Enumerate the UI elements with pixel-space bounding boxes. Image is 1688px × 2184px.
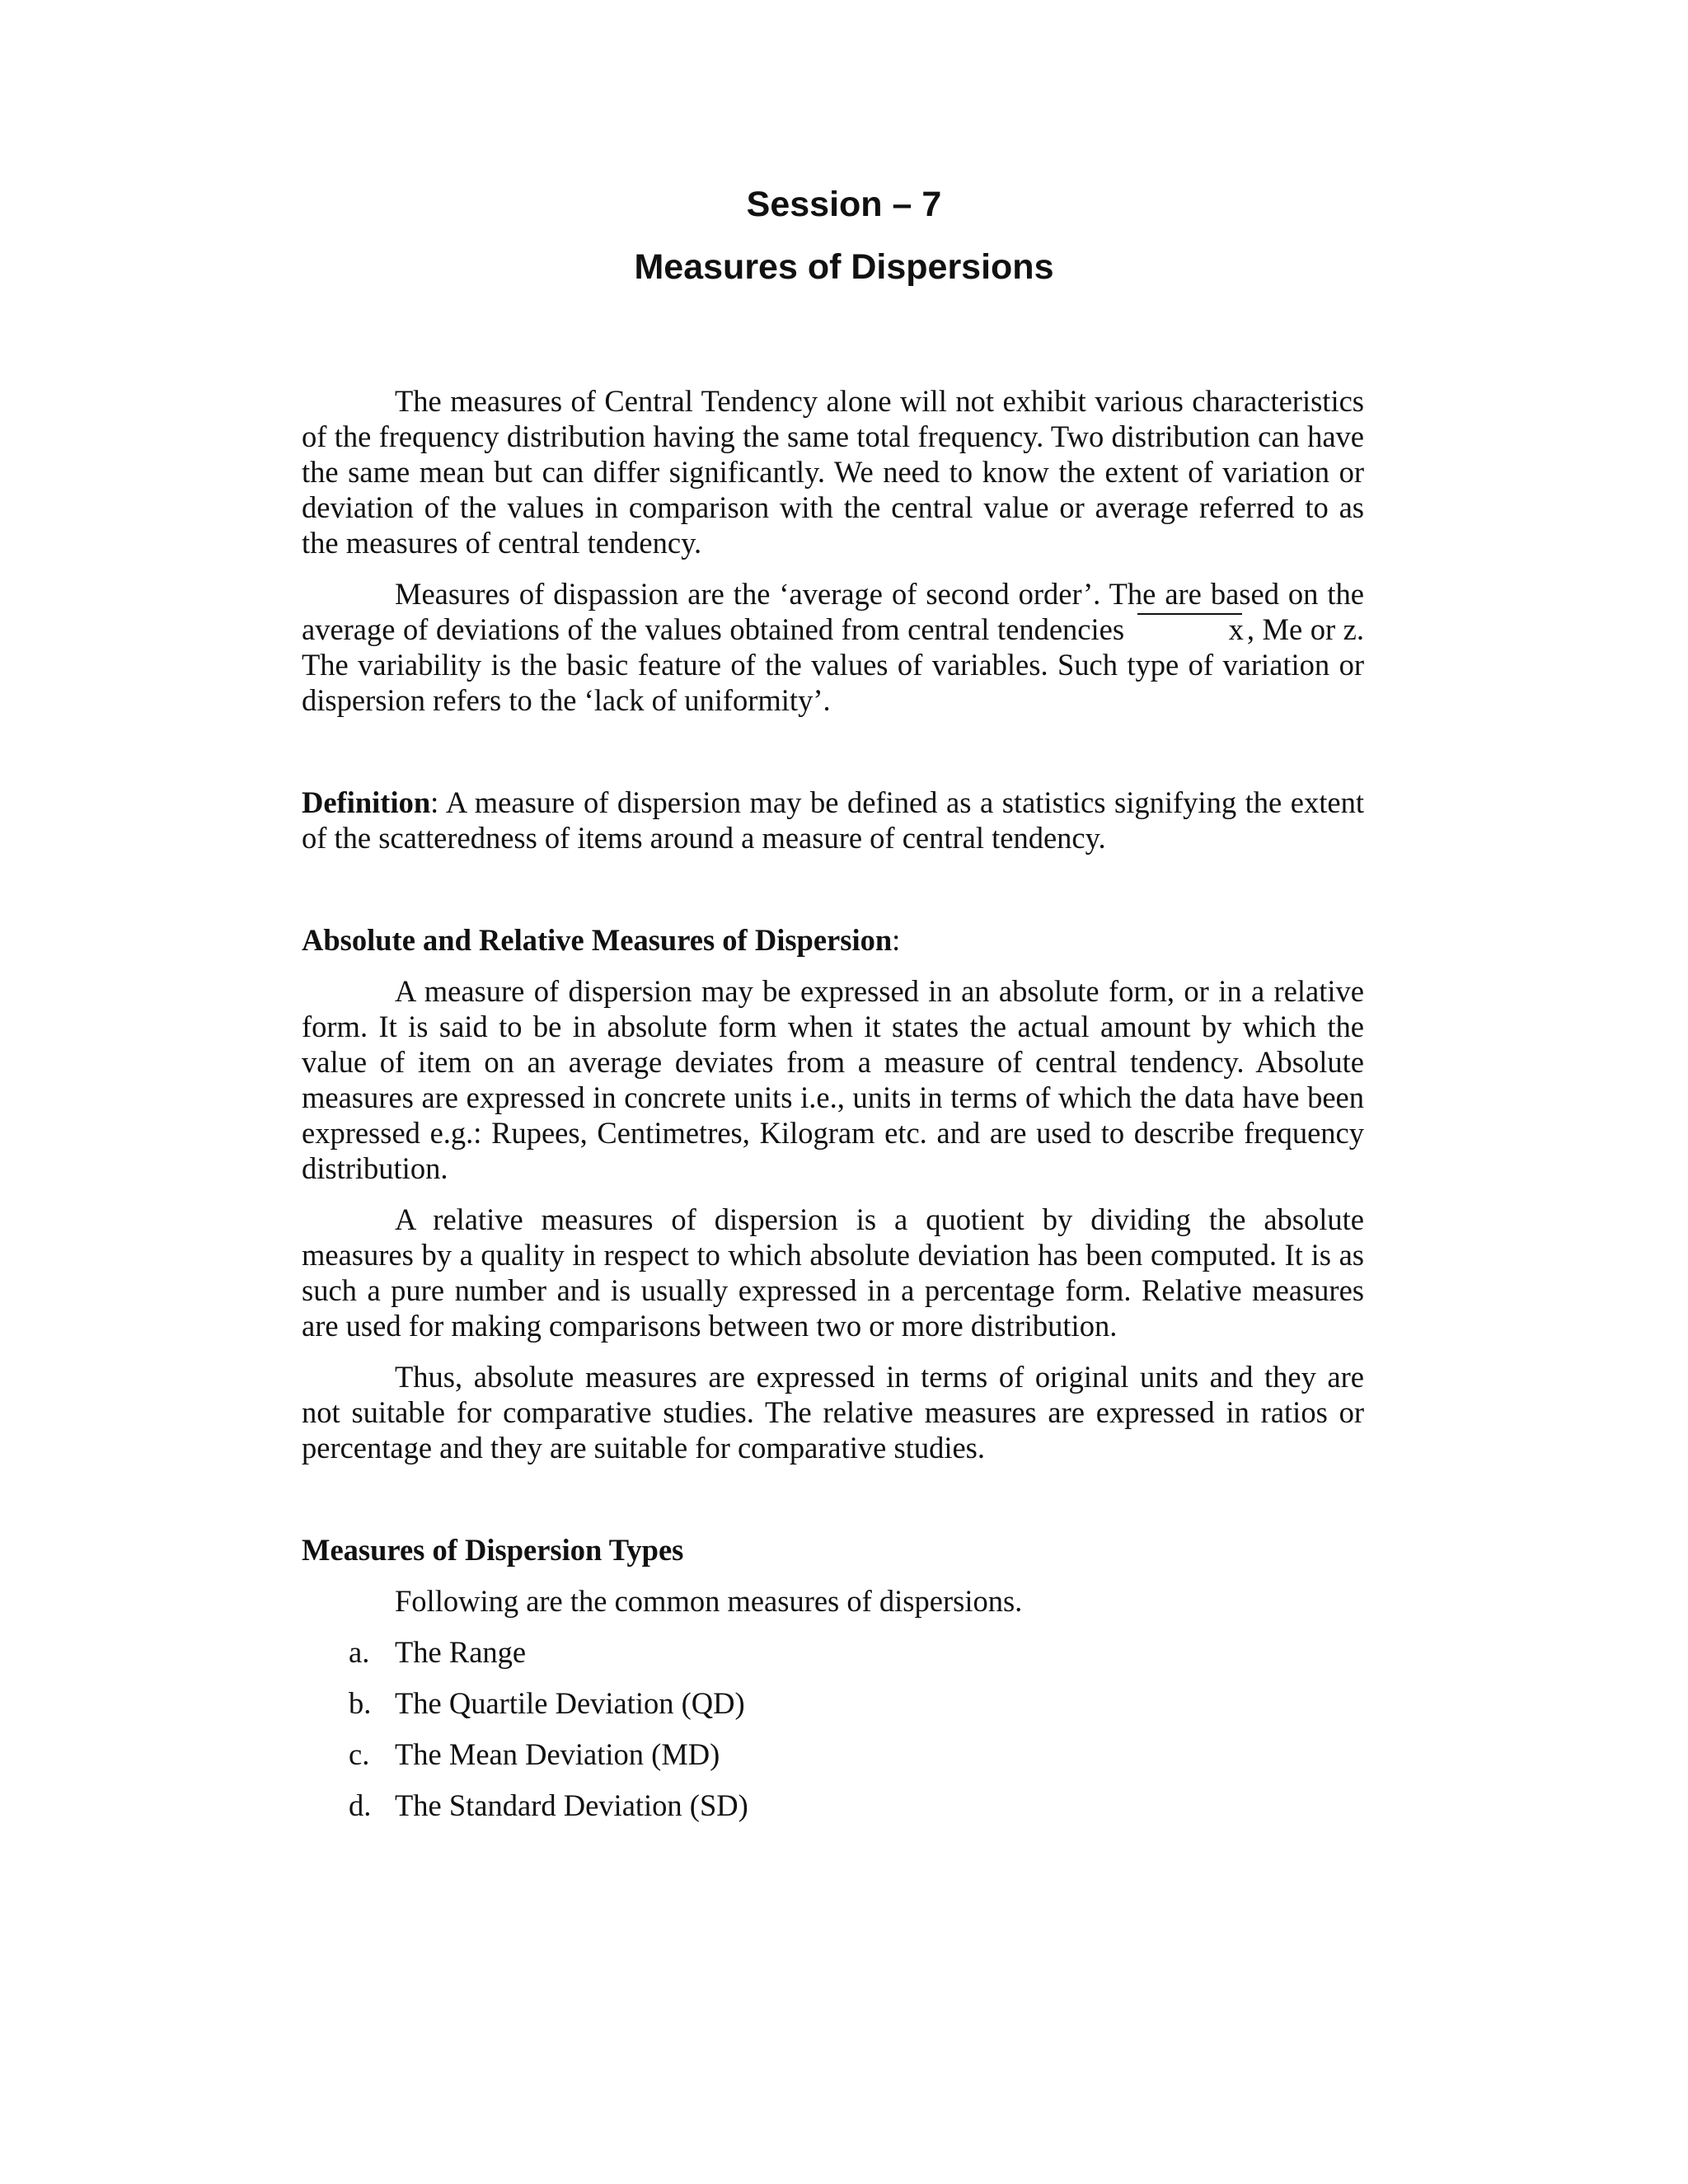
- types-intro: Following are the common measures of dispersions.: [395, 1584, 1023, 1618]
- list-item: [302, 1736, 1364, 1788]
- section-heading: Absolute and Relative Measures of Dispersion: [302, 923, 893, 957]
- section-heading-suffix: :: [892, 923, 901, 957]
- list-item: [302, 1634, 1364, 1685]
- list-marker: b.: [349, 1686, 372, 1720]
- definition-paragraph: [302, 785, 1364, 855]
- list-item-text: The Quartile Deviation (QD): [395, 1686, 745, 1720]
- intro-paragraph-2: [302, 576, 1364, 718]
- definition-text: : A measure of dispersion may be defined as a statistics signifying the extent of the scatteredness of items around a measure of central tendency.: [302, 785, 1364, 855]
- list-item-text: The Mean Deviation (MD): [395, 1737, 720, 1771]
- page-title: Measures of Dispersions: [634, 247, 1054, 287]
- intro-paragraph-2-before: Measures of dispassion are the ‘average of second order’. The are based on the average of deviations of the values obtained from central tendencies: [302, 577, 1364, 646]
- absolute-paragraph: A measure of dispersion may be expressed in an absolute form, or in a relative form. It is said to be in absolute form when it states the actual amount by which the value of item on an average deviates from a measure of central tendency. Absolute measures are expressed in concrete units i.e., units in terms of which the data have been expressed e.g.: Rupees, Centimetres, Kilogram etc. and are used to describe frequency distribution.: [302, 974, 1364, 1185]
- definition-label: Definition: [302, 785, 431, 819]
- list-item: [302, 1788, 1364, 1839]
- session-title: Session – 7: [746, 185, 942, 224]
- dispersion-types-list: [302, 1634, 1364, 1839]
- list-marker: c.: [349, 1737, 370, 1771]
- relative-paragraph: A relative measures of dispersion is a quotient by dividing the absolute measures by a quality in respect to which absolute deviation has been computed. It is as such a pure number and is usually expressed in a percentage form. Relative measures are used for making comparisons between two or more distribution.: [302, 1202, 1364, 1343]
- types-heading: Measures of Dispersion Types: [302, 1533, 684, 1567]
- intro-paragraph-1: The measures of Central Tendency alone will not exhibit various characteristics of the frequency distribution having the same total frequency. Two distribution can have the same mean but can differ significantly. We need to know the extent of variation or deviation of the values in comparison with the central value or average referred to as the measures of central tendency.: [302, 384, 1364, 560]
- absolute-relative-heading: [302, 922, 1364, 958]
- list-marker: a.: [349, 1635, 370, 1669]
- list-marker: d.: [349, 1788, 372, 1822]
- list-item: [302, 1685, 1364, 1736]
- list-item-text: The Standard Deviation (SD): [395, 1788, 748, 1822]
- list-item-text: The Range: [395, 1635, 527, 1669]
- intro-paragraph-2-after: , Me or z. The variability is the basic feature of the values of variables. Such type of variation or dispersion refers to the ‘lack of uniformity’.: [302, 612, 1365, 717]
- document-body: [302, 383, 1364, 1839]
- comparison-paragraph: Thus, absolute measures are expressed in terms of original units and they are not suitable for comparative studies. The relative measures are expressed in ratios or percentage and they are suitable for comparative studies.: [302, 1360, 1364, 1465]
- x-bar-symbol: x: [1132, 612, 1247, 647]
